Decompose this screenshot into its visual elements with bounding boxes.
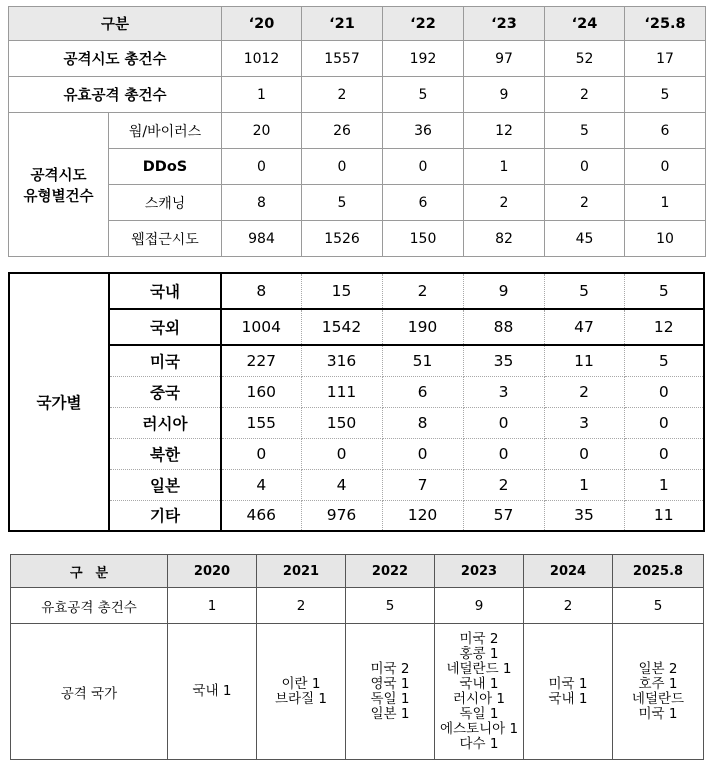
cell-value: 0: [382, 438, 463, 469]
cell-value: 1526: [302, 221, 383, 257]
header-year: ‘20: [222, 7, 302, 41]
country-entry: 홍콩 1: [459, 645, 499, 662]
country-row: [9, 273, 704, 309]
cell-value: 1: [222, 77, 302, 113]
cell-value: 0: [624, 407, 704, 438]
cell-value: 2: [382, 273, 463, 309]
country-entry: 이란 1: [281, 675, 321, 692]
type-label: 웹접근시도: [109, 221, 222, 257]
header-year: ‘21: [302, 7, 383, 41]
cell-value: 2: [464, 185, 545, 221]
cell-value: 150: [383, 221, 464, 257]
cell-value: 6: [625, 113, 706, 149]
country-entry: 일본 2: [638, 660, 678, 677]
cell-value: 2: [524, 588, 613, 624]
country-list: [257, 624, 346, 760]
cell-value: 111: [301, 376, 382, 407]
country-entry: 러시아 1: [452, 690, 505, 707]
valid-attacks-row: [9, 77, 706, 113]
row-label: 공격 국가: [11, 624, 168, 760]
cell-value: 88: [463, 309, 544, 345]
cell-value: 3: [544, 407, 624, 438]
country-list: [435, 624, 524, 760]
cell-value: 51: [382, 345, 463, 376]
cell-value: 155: [221, 407, 301, 438]
cell-value: 6: [383, 185, 464, 221]
header-category: 구분: [9, 7, 222, 41]
cell-value: 1: [624, 469, 704, 500]
cell-value: 7: [382, 469, 463, 500]
header-year: 2025.8: [613, 555, 704, 588]
type-row: [9, 221, 706, 257]
type-group-label-line1: 공격시도: [30, 167, 87, 184]
country-row: [9, 500, 704, 531]
cell-value: 0: [544, 438, 624, 469]
country-entry: 미국 1: [548, 675, 588, 692]
header-year: ‘24: [545, 7, 625, 41]
header-row: [11, 555, 704, 588]
cell-value: 35: [463, 345, 544, 376]
cell-value: 6: [382, 376, 463, 407]
cell-value: 9: [435, 588, 524, 624]
cell-value: 3: [463, 376, 544, 407]
cell-value: 5: [383, 77, 464, 113]
cell-value: 1004: [221, 309, 301, 345]
cell-value: 0: [463, 438, 544, 469]
valid-attacks-row: [11, 588, 704, 624]
cell-value: 11: [624, 500, 704, 531]
cell-value: 20: [222, 113, 302, 149]
cell-value: 8: [221, 273, 301, 309]
cell-value: 1542: [301, 309, 382, 345]
cell-value: 97: [464, 41, 545, 77]
attack-country-table: [10, 554, 704, 760]
type-group-label-line2: 유형별건수: [23, 188, 94, 205]
cell-value: 9: [464, 77, 545, 113]
cell-value: 57: [463, 500, 544, 531]
cell-value: 5: [624, 345, 704, 376]
type-row: [9, 185, 706, 221]
cell-value: 8: [222, 185, 302, 221]
attack-summary-table: [8, 6, 706, 257]
country-entry: 네덜란드: [631, 690, 685, 707]
country-group-label: 국가별: [9, 273, 109, 531]
header-year: 2020: [168, 555, 257, 588]
cell-value: 10: [625, 221, 706, 257]
cell-value: 150: [301, 407, 382, 438]
cell-value: 5: [624, 273, 704, 309]
country-table: [8, 272, 705, 532]
cell-value: 11: [544, 345, 624, 376]
cell-value: 1: [168, 588, 257, 624]
cell-value: 192: [383, 41, 464, 77]
cell-value: 4: [301, 469, 382, 500]
cell-value: 5: [545, 113, 625, 149]
header-year: 2021: [257, 555, 346, 588]
country-label: 국외: [109, 309, 221, 345]
cell-value: 1: [625, 185, 706, 221]
cell-value: 12: [464, 113, 545, 149]
country-label: 기타: [109, 500, 221, 531]
country-row: [9, 438, 704, 469]
country-label: 북한: [109, 438, 221, 469]
country-label: 국내: [109, 273, 221, 309]
country-entry: 독일 1: [459, 705, 499, 722]
attack-country-row: [11, 624, 704, 760]
country-entry: 국내 1: [548, 690, 588, 707]
country-entry: 독일 1: [370, 690, 410, 707]
cell-value: 976: [301, 500, 382, 531]
cell-value: 0: [624, 438, 704, 469]
type-row: [9, 149, 706, 185]
country-row: [9, 345, 704, 376]
cell-value: 4: [221, 469, 301, 500]
cell-value: 5: [346, 588, 435, 624]
cell-value: 8: [382, 407, 463, 438]
header-row: [9, 7, 706, 41]
cell-value: 2: [545, 77, 625, 113]
header-year: 2024: [524, 555, 613, 588]
country-entry: 일본 1: [370, 705, 410, 722]
country-list: [168, 624, 257, 760]
cell-value: 47: [544, 309, 624, 345]
country-entry: 미국 2: [370, 660, 410, 677]
cell-value: 316: [301, 345, 382, 376]
cell-value: 0: [301, 438, 382, 469]
country-row: [9, 469, 704, 500]
type-group-label: [9, 113, 109, 257]
type-label: DDoS: [109, 149, 222, 185]
cell-value: 36: [383, 113, 464, 149]
country-entry: 미국 1: [638, 705, 678, 722]
row-label: 유효공격 총건수: [11, 588, 168, 624]
cell-value: 466: [221, 500, 301, 531]
type-label: 웜/바이러스: [109, 113, 222, 149]
cell-value: 5: [544, 273, 624, 309]
total-attempts-row: [9, 41, 706, 77]
header-year: ‘25.8: [625, 7, 706, 41]
country-label: 러시아: [109, 407, 221, 438]
cell-value: 26: [302, 113, 383, 149]
cell-value: 15: [301, 273, 382, 309]
cell-value: 1: [464, 149, 545, 185]
header-year: 2022: [346, 555, 435, 588]
cell-value: 0: [463, 407, 544, 438]
country-label: 미국: [109, 345, 221, 376]
type-row: [9, 113, 706, 149]
header-category: 구 분: [11, 555, 168, 588]
cell-value: 120: [382, 500, 463, 531]
country-entry: 미국 2: [459, 630, 499, 647]
header-year: ‘23: [464, 7, 545, 41]
country-row: [9, 309, 704, 345]
row-label: 유효공격 총건수: [9, 77, 222, 113]
cell-value: 5: [613, 588, 704, 624]
cell-value: 52: [545, 41, 625, 77]
cell-value: 5: [302, 185, 383, 221]
cell-value: 12: [624, 309, 704, 345]
header-year: 2023: [435, 555, 524, 588]
cell-value: 0: [625, 149, 706, 185]
country-entry: 네덜란드 1: [446, 660, 512, 677]
type-label: 스캐닝: [109, 185, 222, 221]
country-label: 중국: [109, 376, 221, 407]
cell-value: 2: [545, 185, 625, 221]
cell-value: 227: [221, 345, 301, 376]
country-entry: 다수 1: [459, 735, 499, 752]
country-row: [9, 407, 704, 438]
country-entry: 영국 1: [370, 675, 410, 692]
cell-value: 9: [463, 273, 544, 309]
cell-value: 0: [222, 149, 302, 185]
cell-value: 160: [221, 376, 301, 407]
cell-value: 0: [545, 149, 625, 185]
cell-value: 2: [257, 588, 346, 624]
country-entry: 에스토니아 1: [439, 720, 519, 737]
country-entry: 국내 1: [459, 675, 499, 692]
cell-value: 0: [302, 149, 383, 185]
country-entry: 브라질 1: [274, 690, 327, 707]
country-list: [613, 624, 704, 760]
cell-value: 82: [464, 221, 545, 257]
cell-value: 984: [222, 221, 302, 257]
country-entry: 호주 1: [638, 675, 678, 692]
cell-value: 5: [625, 77, 706, 113]
cell-value: 45: [545, 221, 625, 257]
country-label: 일본: [109, 469, 221, 500]
country-row: [9, 376, 704, 407]
cell-value: 1: [544, 469, 624, 500]
header-year: ‘22: [383, 7, 464, 41]
cell-value: 17: [625, 41, 706, 77]
cell-value: 0: [624, 376, 704, 407]
cell-value: 0: [221, 438, 301, 469]
country-list: [524, 624, 613, 760]
cell-value: 1557: [302, 41, 383, 77]
row-label: 공격시도 총건수: [9, 41, 222, 77]
cell-value: 2: [544, 376, 624, 407]
cell-value: 1012: [222, 41, 302, 77]
country-list: [346, 624, 435, 760]
cell-value: 190: [382, 309, 463, 345]
cell-value: 2: [463, 469, 544, 500]
cell-value: 2: [302, 77, 383, 113]
country-entry: 국내 1: [192, 683, 232, 699]
cell-value: 0: [383, 149, 464, 185]
cell-value: 35: [544, 500, 624, 531]
